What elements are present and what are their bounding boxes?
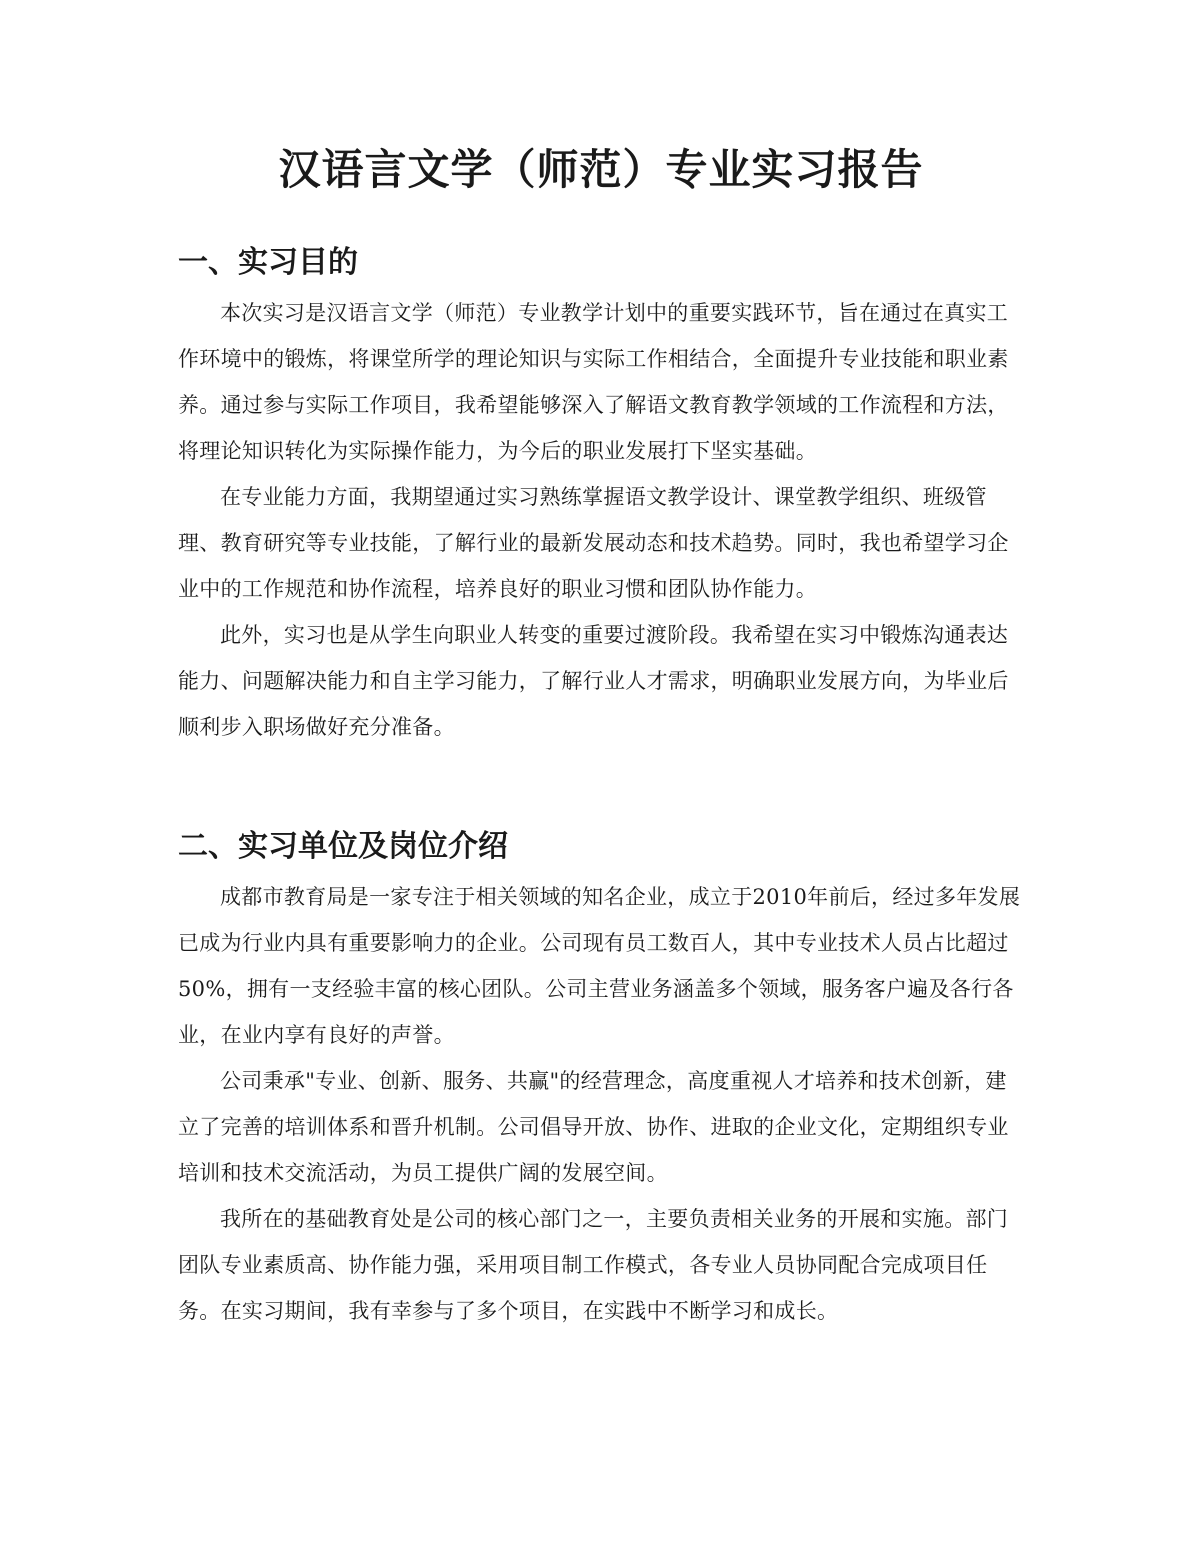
paragraph: 在专业能力方面，我期望通过实习熟练掌握语文教学设计、课堂教学组织、班级管理、教育研究等专业技能，了解行业的最新发展动态和技术趋势。同时，我也希望学习企业中的工作规范和协作流程，培养良好的职业习惯和团队协作能力。: [178, 485, 1009, 601]
section-internship-purpose: [178, 240, 1024, 750]
section-internship-unit: [178, 824, 1024, 1334]
paragraph: 公司秉承"专业、创新、服务、共赢"的经营理念，高度重视人才培养和技术创新，建立了完善的培训体系和晋升机制。公司倡导开放、协作、进取的企业文化，定期组织专业培训和技术交流活动，为员工提供广阔的发展空间。: [178, 1069, 1009, 1185]
paragraph: 本次实习是汉语言文学（师范）专业教学计划中的重要实践环节，旨在通过在真实工作环境中的锻炼，将课堂所学的理论知识与实际工作相结合，全面提升专业技能和职业素养。通过参与实际工作项目，我希望能够深入了解语文教育教学领域的工作流程和方法，将理论知识转化为实际操作能力，为今后的职业发展打下坚实基础。: [178, 301, 1009, 463]
section-heading: 一、实习目的: [178, 245, 358, 280]
document-title: 汉语言文学（师范）专业实习报告: [278, 145, 924, 194]
paragraph: 此外，实习也是从学生向职业人转变的重要过渡阶段。我希望在实习中锻炼沟通表达能力、问题解决能力和自主学习能力，了解行业人才需求，明确职业发展方向，为毕业后顺利步入职场做好充分准备。: [178, 623, 1009, 739]
paragraph: 成都市教育局是一家专注于相关领域的知名企业，成立于2010年前后，经过多年发展已成为行业内具有重要影响力的企业。公司现有员工数百人，其中专业技术人员占比超过50%，拥有一支经验丰富的核心团队。公司主营业务涵盖多个领域，服务客户遍及各行各业，在业内享有良好的声誉。: [178, 885, 1021, 1047]
paragraph: 我所在的基础教育处是公司的核心部门之一，主要负责相关业务的开展和实施。部门团队专业素质高、协作能力强，采用项目制工作模式，各专业人员协同配合完成项目任务。在实习期间，我有幸参与了多个项目，在实践中不断学习和成长。: [178, 1207, 1009, 1323]
section-heading: 二、实习单位及岗位介绍: [178, 829, 508, 864]
